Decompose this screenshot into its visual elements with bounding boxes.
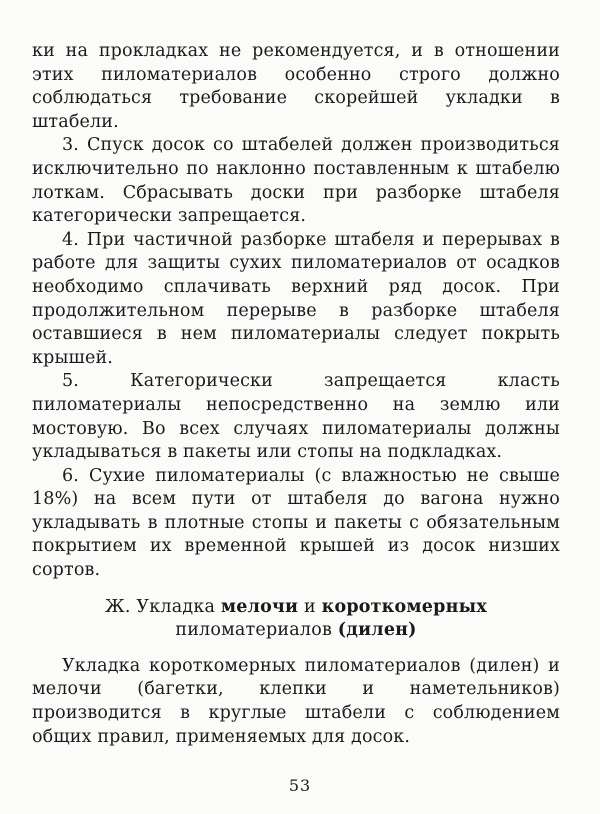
section-title-word-5: пиломатериалов — [175, 620, 332, 641]
section-title-word-1: Укладка — [136, 596, 216, 617]
paragraph-item-3: 3. Спуск досок со штабелей должен производиться исключительно по наклонно поставленным к штабелю лоткам. Сбрасывать доски при разборке штабеля категорически запрещается. — [32, 135, 560, 227]
paragraph-continued: ки на прокладках не рекомендуется, и в отношении этих пиломатериалов особенно строго должно соблюдаться требование скорейшей укладки в штабели. — [32, 41, 560, 132]
section-letter: Ж. — [105, 596, 131, 617]
section-heading — [32, 596, 560, 643]
paragraph-item-4: 4. При частичной разборке штабеля и перерывах в работе для защиты сухих пиломатериалов от осадков необходимо сплачивать верхний ряд досок. При продолжительном перерыве в разборке штабеля оставшиеся в нем пиломатериалы следует покрыть крышей. — [32, 229, 560, 368]
section-title-word-2: мелочи — [220, 596, 299, 617]
section-title-word-6: (дилен) — [337, 620, 417, 641]
section-title-word-3: и — [303, 596, 316, 617]
page-number: 53 — [288, 776, 312, 795]
page-body — [32, 40, 560, 749]
paragraph-item-6: 6. Сухие пиломатериалы (с влажностью не свыше 18%) на всем пути от штабеля до вагона нужно укладывать в плотные стопы и пакеты с обязательным покрытием их временной крышей из досок низших сортов. — [32, 465, 560, 581]
section-title-word-4: короткомерных — [321, 596, 487, 617]
paragraph-section-body: Укладка короткомерных пиломатериалов (дилен) и мелочи (багетки, клепки и наметельников) производится в круглые штабели с соблюдением общих правил, применяемых для досок. — [32, 655, 560, 747]
paragraph-item-5: 5. Категорически запрещается класть пиломатериалы непосредственно на землю или мостовую. Во всех случаях пиломатериалы должны укладываться в пакеты или стопы на подкладках. — [32, 371, 560, 463]
